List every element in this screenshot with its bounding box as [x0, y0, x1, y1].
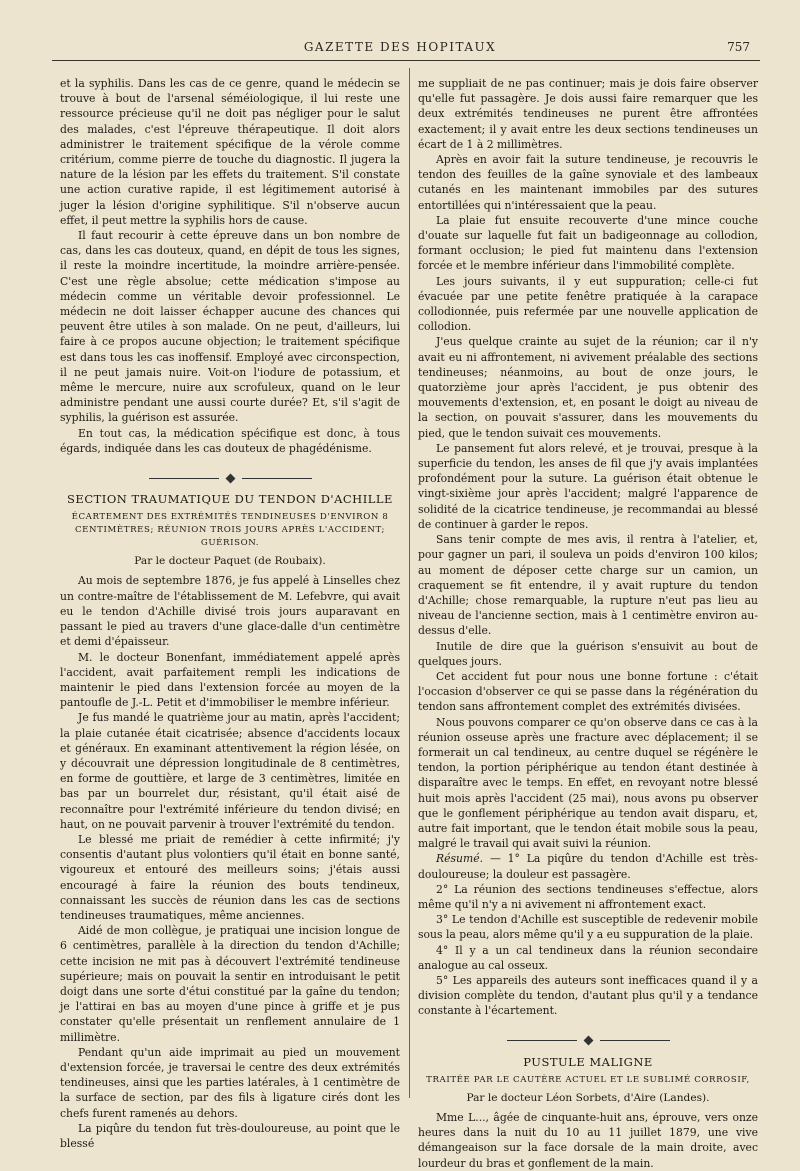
section-author: Par le docteur Léon Sorbets, d'Aire (Landes).	[466, 1091, 710, 1104]
paragraph: Sans tenir compte de mes avis, il rentra à l'atelier, et, pour gagner un pari, il souleva un poids d'environ 100 kilos; au moment de déposer cette charge sur un camion, un craquement se fit entendre, il y avait rupture du tendon d'Achille; chose remarquable, la rupture n'eut pas lieu au niveau de l'ancienne section, mais à 1 centimètre environ au-dessus d'elle.	[418, 533, 758, 638]
section-author: Par le docteur Paquet (de Roubaix).	[134, 555, 326, 568]
section-ornament	[60, 470, 400, 480]
resume-item	[418, 851, 758, 881]
section-subtitle: ÉCARTEMENT DES EXTRÉMITÉS TENDINEUSES D'ENVIRON 8 CENTIMÈTRES; RÉUNION TROIS JOURS APRÈS L'ACCIDENT; GUÉRISON.	[71, 512, 389, 549]
section-title: PUSTULE MALIGNE	[523, 1054, 653, 1069]
resume-label: Résumé.	[436, 852, 484, 866]
paragraph: En tout cas, la médication spécifique est donc, à tous égards, indiquée dans les cas douteux de phagédénisme.	[60, 426, 400, 455]
left-column	[60, 76, 400, 1151]
section-title: SECTION TRAUMATIQUE DU TENDON D'ACHILLE	[67, 492, 393, 507]
paragraph: Nous pouvons comparer ce qu'on observe dans ce cas à la réunion osseuse après une fracture avec déplacement; il se formerait un cal tendineux, au centre duquel se régénère le tendon, la portion périphérique au tendon étant destinée à disparaître avec le temps. En effet, en revoyant notre blessé huit mois après l'accident (25 mai), nous avons pu observer que le gonflement périphérique au tendon avait disparu, et, autre fait important, que le tendon était mobile sous la peau, malgré le travail qui avait suivi la réunion.	[418, 715, 758, 851]
paragraph: Les jours suivants, il y eut suppuration; celle-ci fut évacuée par une petite fenêtre pratiquée à la carapace collodionnée, puis refermée par une nouvelle application de collodion.	[418, 274, 758, 334]
paragraph: M. le docteur Bonenfant, immédiatement appelé après l'accident, avait parfaitement rempli les indications de maintenir le pied dans l'extension forcée au moyen de la pantoufle de J.-L. Petit et d'immobiliser le membre inférieur.	[60, 650, 400, 710]
column-divider	[409, 68, 410, 1098]
header-rule	[52, 60, 760, 61]
paragraph: Pendant qu'un aide imprimait au pied un mouvement d'extension forcée, je traversai le centre des deux extrémités tendineuses, ainsi que les parties latérales, à 1 centimètre de la surface de section, par des fils à ligature cirés dont les chefs furent ramenés au dehors.	[60, 1045, 400, 1120]
paragraph: Après en avoir fait la suture tendineuse, je recouvris le tendon des feuilles de la gaîne synoviale et des lambeaux cutanés en les maintenant immobiles par des sutures entortillées qui n'intéressaient que la peau.	[418, 153, 758, 212]
right-column	[418, 76, 758, 1171]
resume-item: 3° Le tendon d'Achille est susceptible de redevenir mobile sous la peau, alors même qu'il y a eu suppuration de la plaie.	[418, 913, 758, 942]
paragraph: Au mois de septembre 1876, je fus appelé à Linselles chez un contre-maître de l'établissement de M. Lefebvre, qui avait eu le tendon d'Achille divisé trois jours auparavant en passant le pied au travers d'une glace-dalle d'un centimètre et demi d'épaisseur.	[60, 574, 400, 649]
paragraph: me suppliait de ne pas continuer; mais je dois faire observer qu'elle fut passagère. Je dois aussi faire remarquer que les deux extrémités tendineuses ne purent être affrontées exactement; il y avait entre les deux sections tendineuses un écart de 1 à 2 millimètres.	[418, 77, 758, 151]
page-number: 757	[727, 40, 750, 54]
section-subtitle: TRAITÉE PAR LE CAUTÈRE ACTUEL ET LE SUBLIMÉ CORROSIF,	[426, 1074, 750, 1085]
resume-item: 4° Il y a un cal tendineux dans la réunion secondaire analogue au cal osseux.	[418, 943, 758, 972]
paragraph: Le blessé me priait de remédier à cette infirmité; j'y consentis d'autant plus volontiers qu'il était en bonne santé, vigoureux et entouré des meilleurs soins; j'étais aussi encouragé à faire la réunion des bouts tendineux, connaissant les succès de réunion dans les cas de sections tendineuses traumatiques, même anciennes.	[60, 832, 400, 922]
paragraph: Mme L..., âgée de cinquante-huit ans, éprouve, vers onze heures dans la nuit du 10 au 11 juillet 1879, une vive démangeaison sur la face dorsale de la main droite, avec lourdeur du bras et gonflement de la main.	[418, 1111, 758, 1170]
paragraph: Inutile de dire que la guérison s'ensuivit au bout de quelques jours.	[418, 639, 758, 668]
paragraph: Cet accident fut pour nous une bonne fortune : c'était l'occasion d'observer ce qui se passe dans la régénération du tendon sans affrontement complet des extrémités divisées.	[418, 669, 758, 714]
paragraph: Je fus mandé le quatrième jour au matin, après l'accident; la plaie cutanée était cicatrisée; absence d'accidents locaux et généraux. En examinant attentivement la région lésée, on y découvrait une dépression longitudinale de 8 centimètres, en forme de gouttière, et large de 3 centimètres, limitée en bas par un bourrelet dur, résistant, qu'il était aisé de reconnaître pour l'extrémité inférieure du tendon divisé; en haut, on ne pouvait parvenir à trouver l'extrémité du tendon.	[60, 711, 400, 831]
paragraph: La plaie fut ensuite recouverte d'une mince couche d'ouate sur laquelle fut fait un badigeonnage au collodion, formant occlusion; le pied fut maintenu dans l'extension forcée et le membre inférieur dans l'immobilité complète.	[418, 213, 758, 273]
paragraph: Le pansement fut alors relevé, et je trouvai, presque à la superficie du tendon, les anses de fil que j'y avais implantées profondément pour la suture. La guérison était obtenue le vingt-sixième jour après l'accident; malgré l'apparence de solidité de la cicatrice tendineuse, je recommandai au blessé de continuer à garder le repos.	[418, 441, 758, 531]
resume-item: 2° La réunion des sections tendineuses s'effectue, alors même qu'il n'y a ni avivement ni affrontement exact.	[418, 882, 758, 911]
paragraph: J'eus quelque crainte au sujet de la réunion; car il n'y avait eu ni affrontement, ni avivement préalable des sections tendineuses; néanmoins, au bout de onze jours, le quatorzième jour après l'accident, je pus obtenir des mouvements d'extension, et, en posant le doigt au niveau de la section, on pouvait s'assurer, dans les mouvements du pied, que le tendon suivait ces mouvements.	[418, 335, 758, 440]
resume-item: 5° Les appareils des auteurs sont inefficaces quand il y a division complète du tendon, d'autant plus qu'il y a tendance constante à l'écartement.	[418, 973, 758, 1018]
section-ornament	[418, 1033, 758, 1043]
paragraph: Il faut recourir à cette épreuve dans un bon nombre de cas, dans les cas douteux, quand, en dépit de tous les signes, il reste la moindre incertitude, la moindre arrière-pensée. C'est une règle absolue; cette médication s'impose au médecin comme un véritable devoir professionnel. Le médecin ne doit laisser échapper aucune des chances qui peuvent être utiles à son malade. On ne peut, d'ailleurs, lui faire à ce propos aucune objection; le traitement spécifique est dans tous les cas inoffensif. Employé avec circonspection, il ne peut jamais nuire. Voit-on l'iodure de potassium, et même le mercure, nuire aux scrofuleux, quand on le leur administre pendant une aussi courte durée? Et, s'il s'agit de syphilis, la guérison est assurée.	[60, 229, 400, 425]
resume-text: — 1° La piqûre du tendon d'Achille est très-douloureuse; la douleur est passagère.	[418, 852, 758, 881]
paragraph: La piqûre du tendon fut très-douloureuse, au point que le blessé	[60, 1121, 400, 1150]
paragraph: Aidé de mon collègue, je pratiquai une incision longue de 6 centimètres, parallèle à la direction du tendon d'Achille; cette incision ne mit pas à découvert l'extrémité tendineuse supérieure; mais on pouvait la sentir en introduisant le petit doigt dans une sorte d'étui constitué par la gaîne du tendon; je l'attirai en bas au moyen d'une pince à griffe et je pus constater qu'elle présentait un renflement annulaire de 1 millimètre.	[60, 924, 400, 1044]
journal-title: GAZETTE DES HOPITAUX	[303, 40, 497, 54]
paragraph: et la syphilis. Dans les cas de ce genre, quand le médecin se trouve à bout de l'arsenal séméiologique, il lui reste une ressource précieuse qu'il ne doit pas négliger pour le salut des malades, c'est l'épreuve thérapeutique. Il doit alors administrer le traitement spécifique de la vérole comme critérium, comme pierre de touche du diagnostic. Il jugera la nature de la lésion par les effets du traitement. S'il constate une action curative rapide, il est légitimement autorisé à juger la lésion d'origine syphilitique. S'il n'observe aucun effet, il peut mettre la syphilis hors de cause.	[60, 77, 400, 227]
